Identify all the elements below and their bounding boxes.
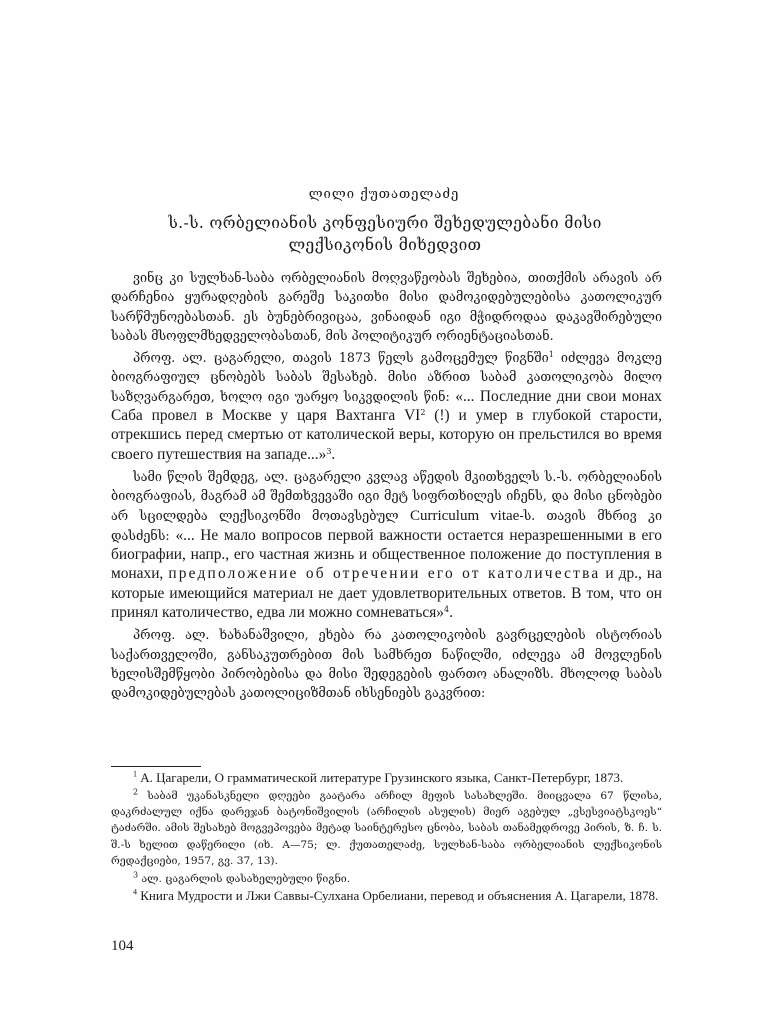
footnote-text: Книга Мудрости и Лжи Саввы-Сулхана Орбелиани, перевод и объяснения А. Цагарели, 1878. [137, 888, 659, 904]
footnote-1 [111, 770, 662, 787]
footnote-text: საბამ უკანასკნელი დღეები გაატარა არჩილ მეფის სასახლეში. მიიცვალა 67 წლისა, დაკრძალულ იქნა დარეჯან ბატონიშვილის (არჩილის ასულის) მიერ აგებულ „ვსესვიატსკოეს“ ტაძარში. ამის შესახებ მოგვეპოვება მეტად საინტერესო ცნობა, საბას თანამედროვე პირის, ზ. ჩ. ს. შ.-ს ხელით დაწერილი (იხ. A—75; ლ. ქუთათელაძე, სულხან-საბა ორბელიანის ლექსიკონის რედაქციები, 1957, გვ. 37, 13). [111, 789, 662, 868]
paragraph-3-text-b: -ს. თავის მხრივ კი დასძენს: [111, 507, 662, 543]
footnote-ref-2[interactable]: 2 [420, 407, 426, 417]
paragraph-2-russian-quote-a: «... Последние дни свои монах Саба провел в Москве у царя Вахтанга VI [111, 387, 662, 425]
paragraph-1: ვინც კი სულხან-საბა ორბელიანის მოღვაწეობას შეხებია, თითქმის არავის არ დარჩენია ყურადღების გარეშე საკითხი მისი დამოკიდებულებისა კათოლიკურ სარწმუნოებასთან. ეს ბუნებრივიცაა, ვინაიდან იგი მჭიდროდაა დაკავშირებული საბას მსოფლმხედველობასთან, მის პოლიტიკურ ორიენტაციასთან. [111, 270, 662, 343]
paragraph-3-russian-spaced: предположение об отречении его от католичества [168, 565, 601, 583]
paragraph-2-end: . [331, 445, 336, 463]
footnote-mark: 4 [133, 887, 137, 897]
paragraph-2-text-a: პროფ. ალ. ცაგარელი, თავის 1873 წელს გამოცემულ წიგნში [133, 350, 549, 366]
footnote-text: ალ. ცაგარლის დასახელებული წიგნი. [138, 872, 351, 885]
footnotes [111, 770, 662, 906]
paragraph-3-text-a: სამი წლის შემდეგ, ალ. ცაგარელი კვლავ აწედის მკითხველს ს.-ს. ორბელიანის ბიოგრაფიას, მაგრამ ამ შემთხვევაში იგი მეტ სიფრთხილეს იჩენს, და მისი ცნობები არ სცილდება ლექსიკონში მოთავსებულ [111, 468, 662, 523]
paragraph-3-latin: Curriculum vitae [409, 507, 520, 524]
paragraph-3-russian-quote-a: «... Не мало вопросов первой важности остается неразрешенными в его биографии, напр., его частная жизнь и общественное положение до поступления в монахи, [111, 526, 662, 583]
paragraph-2 [111, 348, 662, 464]
paragraph-4: პროფ. ალ. ხახანაშვილი, ეხება რა კათოლიკობის გავრცელების ისტორიას საქართველოში, განსაკუთრებით მის სამხრეთ ნაწილში, იძლევა ამ მოვლენის ხელისშემწყობი პირობებისა და მისი შედეგების ფართო ანალიზს. მხოლოდ საბას დამოკიდებულებას კათოლიციზმთან იხსენიებს გაკვრით: [111, 627, 662, 701]
paragraph-2-russian-quote-b: (!) и умер в глубокой старости, отрекшись перед смертью от католической веры, которую он прельстился во время своего путешествия на западе...» [111, 407, 662, 463]
footnote-mark: 1 [133, 769, 137, 779]
footnote-mark: 2 [133, 787, 139, 797]
article-title: ს.-ს. ორბელიანის კონფესიური შეხედულებანი მისი ლექსიკონის მიხედვით [168, 214, 602, 254]
footnote-2 [111, 788, 662, 870]
footnote-mark: 3 [133, 870, 139, 880]
footnote-ref-3[interactable]: 3 [326, 446, 332, 456]
footnote-4 [111, 888, 662, 905]
footnote-ref-1[interactable]: 1 [548, 350, 554, 359]
article-body [111, 268, 662, 706]
paragraph-3-russian-quote-b: и др., на которые имеющийся материал не дает удовлетворительных ответов. В том, что он принял католичество, едва ли можно сомневаться» [111, 565, 662, 622]
paragraph-2-text-b: იძლევა მოკლე ბიოგრაფიულ ცნობებს საბას შესახებ. მისი აზრით საბამ კათოლიკობა მილო საზღვარგარეთ, ხოლო იგი უარყო სიკვდილის წინ: [111, 350, 662, 404]
footnote-ref-4[interactable]: 4 [444, 604, 450, 614]
paragraph-3 [111, 467, 662, 622]
article-author: ლილი ქუთათელაძე [308, 187, 460, 202]
page-number: 104 [111, 938, 134, 954]
paragraph-3-end: . [449, 604, 453, 622]
footnote-text: А. Цагарели, О грамматической литературе Грузинского языка, Санкт-Петербург, 1873. [137, 770, 624, 785]
footnote-3 [111, 871, 662, 887]
footnote-separator [111, 766, 201, 767]
